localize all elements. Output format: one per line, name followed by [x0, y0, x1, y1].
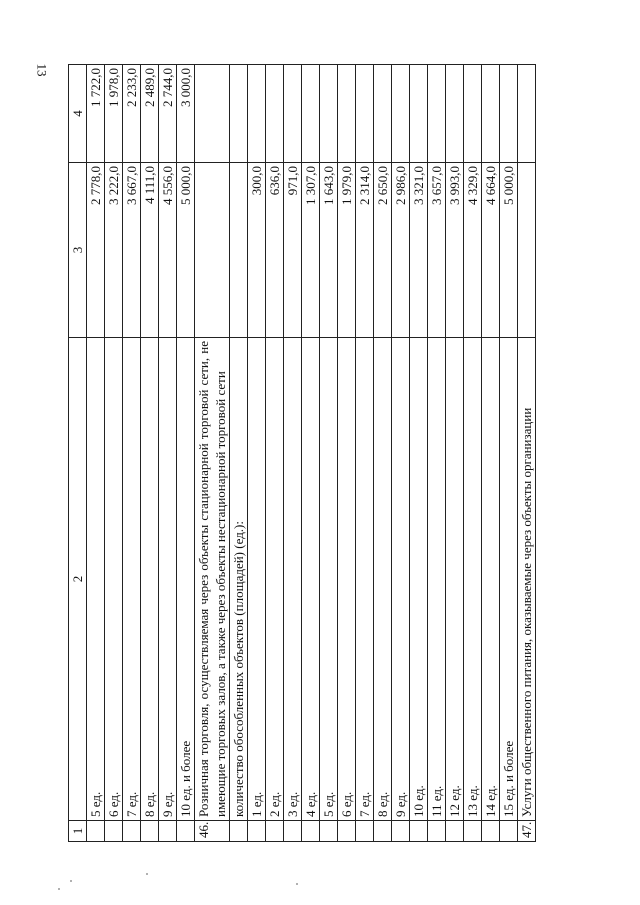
- row-label: 1 ед.: [248, 338, 266, 821]
- row-label: 3 ед.: [284, 338, 302, 821]
- table-row: [356, 65, 374, 842]
- value-col3: 2 314,0: [356, 163, 374, 338]
- item-number: 46.: [195, 821, 230, 842]
- value-col4: 2 489,0: [141, 65, 159, 163]
- table-row: [320, 65, 338, 842]
- row-label: 10 ед. и более: [177, 338, 195, 821]
- value-col3: 2 778,0: [87, 163, 105, 338]
- table-row: [105, 65, 123, 842]
- table-row: [177, 65, 195, 842]
- value-col3: 636,0: [266, 163, 284, 338]
- row-label: 11 ед.: [428, 338, 446, 821]
- value-col3: 4 111,0: [141, 163, 159, 338]
- row-label: 8 ед.: [141, 338, 159, 821]
- value-col3: 3 222,0: [105, 163, 123, 338]
- item-number: 47.: [518, 821, 536, 842]
- page-number: 13: [34, 63, 50, 77]
- row-label: 9 ед.: [159, 338, 177, 821]
- table-row: [141, 65, 159, 842]
- row-label: 5 ед.: [87, 338, 105, 821]
- table-row: [410, 65, 428, 842]
- quantity-label: количество обособленных объектов (площадей) (ед.):: [230, 338, 248, 821]
- row-label: 6 ед.: [105, 338, 123, 821]
- item-description: Услуги общественного питания, оказываемые через объекты организации: [518, 338, 536, 821]
- table-header-row: [69, 65, 87, 842]
- row-label: 8 ед.: [374, 338, 392, 821]
- value-col4: 1 722,0: [87, 65, 105, 163]
- row-label: 12 ед.: [446, 338, 464, 821]
- value-col3: 300,0: [248, 163, 266, 338]
- tax-rates-table: [68, 64, 536, 842]
- value-col3: 4 329,0: [464, 163, 482, 338]
- table-row: [284, 65, 302, 842]
- value-col3: 3 321,0: [410, 163, 428, 338]
- value-col3: 1 979,0: [338, 163, 356, 338]
- value-col3: 4 664,0: [482, 163, 500, 338]
- table-row: [464, 65, 482, 842]
- column-header-3: 3: [69, 163, 87, 338]
- column-header-1: 1: [69, 821, 87, 842]
- value-col4: 1 978,0: [105, 65, 123, 163]
- column-header-2: 2: [69, 338, 87, 821]
- scan-speck: [146, 873, 148, 875]
- value-col3: 4 556,0: [159, 163, 177, 338]
- row-label: 15 ед. и более: [500, 338, 518, 821]
- item-47-row: [518, 65, 536, 842]
- value-col4: 2 233,0: [123, 65, 141, 163]
- table-row: [482, 65, 500, 842]
- item-46-description-row: [195, 65, 230, 842]
- value-col3: 3 993,0: [446, 163, 464, 338]
- row-label: 7 ед.: [123, 338, 141, 821]
- row-label: 14 ед.: [482, 338, 500, 821]
- value-col3: 3 667,0: [123, 163, 141, 338]
- value-col3: 1 643,0: [320, 163, 338, 338]
- table-row: [123, 65, 141, 842]
- value-col3: 2 650,0: [374, 163, 392, 338]
- value-col3: 5 000,0: [500, 163, 518, 338]
- scan-speck: [296, 883, 298, 885]
- value-col4: 3 000,0: [177, 65, 195, 163]
- row-label: 9 ед.: [392, 338, 410, 821]
- table-row: [392, 65, 410, 842]
- table-row: [159, 65, 177, 842]
- row-label: 6 ед.: [338, 338, 356, 821]
- table-row: [87, 65, 105, 842]
- row-label: 13 ед.: [464, 338, 482, 821]
- row-label: 4 ед.: [302, 338, 320, 821]
- value-col3: 971,0: [284, 163, 302, 338]
- table-row: [338, 65, 356, 842]
- scan-speck: [70, 880, 72, 882]
- rotated-table-container: [68, 64, 536, 842]
- row-label: 10 ед.: [410, 338, 428, 821]
- table-row: [446, 65, 464, 842]
- value-col3: 1 307,0: [302, 163, 320, 338]
- row-label: 7 ед.: [356, 338, 374, 821]
- table-row: [302, 65, 320, 842]
- scan-speck: [58, 888, 60, 890]
- table-row: [266, 65, 284, 842]
- column-header-4: 4: [69, 65, 87, 163]
- table-row: [428, 65, 446, 842]
- table-row: [500, 65, 518, 842]
- value-col3: 5 000,0: [177, 163, 195, 338]
- item-description: Розничная торговля, осуществляемая через объекты стационарной торговой сети, не имеющие торговых залов, а также через объекты нестационарной торговой сети: [195, 338, 230, 821]
- item-46-rows: [248, 65, 518, 842]
- table-row: [374, 65, 392, 842]
- item-46-quantity-label-row: [230, 65, 248, 842]
- value-col4: 2 744,0: [159, 65, 177, 163]
- value-col3: 3 657,0: [428, 163, 446, 338]
- row-label: 2 ед.: [266, 338, 284, 821]
- table-row: [248, 65, 266, 842]
- value-col3: 2 986,0: [392, 163, 410, 338]
- row-label: 5 ед.: [320, 338, 338, 821]
